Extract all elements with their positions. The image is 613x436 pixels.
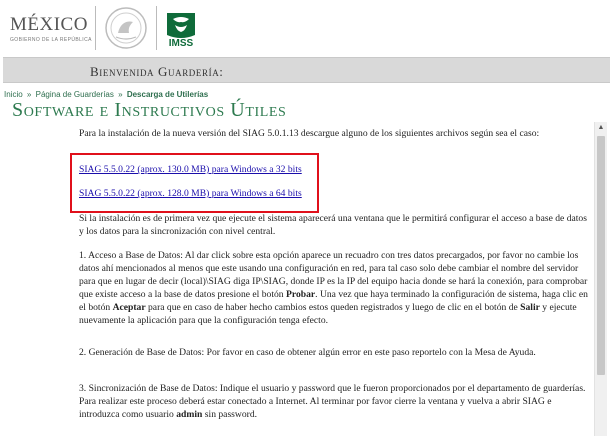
download-32bit-link[interactable]: SIAG 5.5.0.22 (aprox. 130.0 MB) para Windows a 32 bits xyxy=(79,164,302,175)
scrollbar-thumb[interactable] xyxy=(597,136,605,375)
database-sync-paragraph xyxy=(79,382,592,421)
aceptar-label: Aceptar xyxy=(112,302,146,313)
breadcrumb-home-link[interactable]: Inicio xyxy=(4,90,23,99)
paragraph-text: sin password. xyxy=(202,409,258,420)
paragraph-text: para que en caso de haber hecho cambios estos queden registrados y luego de clic en el botón de xyxy=(145,302,521,313)
salir-label: Salir xyxy=(520,302,540,313)
welcome-bar xyxy=(3,57,610,83)
header-divider xyxy=(156,6,157,50)
probar-label: Probar xyxy=(286,289,316,300)
national-seal-icon xyxy=(104,6,148,50)
database-generation-paragraph: 2. Generación de Base de Datos: Por favor en caso de obtener algún error en este paso reportelo con la Mesa de Ayuda. xyxy=(79,347,536,358)
paragraph-text: 3. Sincronización de Base de Datos: Indique el usuario y password que le fueron proporcionados por el departamento de guarderías. Para realizar este proceso deberá estar conectado a Internet. Al terminar por favor cierre la ventana y vuelva a abrir SIAG e introduzca como usuario xyxy=(79,383,586,420)
database-access-paragraph xyxy=(79,249,592,327)
site-header xyxy=(0,0,613,56)
imss-label: IMSS xyxy=(168,38,194,49)
breadcrumb-page-link[interactable]: Página de Guarderías xyxy=(35,90,114,99)
paragraph-text: . Una vez que haya terminado la configuración de sistema, haga clic en el botón xyxy=(79,289,588,313)
logo-subtitle: GOBIERNO DE LA REPÚBLICA xyxy=(10,37,92,43)
paragraph-text: 1. Acceso a Base de Datos: Al dar click sobre esta opción aparece un recuadro con tres datos precargados, por favor no cambie los datos ahí mencionados al menos que este usando una configuración en red, para tal caso solo debe cambiar el nombre del servidor para que en lugar de decir (local)\SIAG diga IP\SIAG, donde IP es la IP del equipo hacia donde se hará la conexión, para comprobar que existe acceso a la base de datos presione el botón xyxy=(79,250,588,300)
breadcrumb-current: Descarga de Utilerías xyxy=(126,90,209,99)
first-run-paragraph: Si la instalación es de primera vez que ejecute el sistema aparecerá una ventana que le permitirá configurar el acceso a base de datos y los datos para la sincronización con nivel central. xyxy=(79,213,587,237)
intro-paragraph: Para la instalación de la nueva versión del SIAG 5.0.1.13 descargue alguno de los siguientes archivos según sea el caso: xyxy=(79,128,540,139)
header-divider xyxy=(95,6,96,50)
welcome-text: Bienvenida Guardería: xyxy=(90,64,224,79)
breadcrumb xyxy=(4,90,208,99)
admin-label: admin xyxy=(176,409,203,420)
scroll-up-arrow-icon[interactable]: ▲ xyxy=(597,124,605,131)
logo-word: MÉXICO xyxy=(10,14,88,35)
breadcrumb-separator: » xyxy=(118,90,123,99)
page-title: Software e Instructivos Útiles xyxy=(12,99,287,121)
download-64bit-link[interactable]: SIAG 5.5.0.22 (aprox. 128.0 MB) para Windows a 64 bits xyxy=(79,188,302,199)
download-links-highlight xyxy=(70,153,319,213)
breadcrumb-separator: » xyxy=(26,90,32,99)
mexico-logo xyxy=(10,14,92,43)
paragraph-text: y ejecute nuevamente la aplicación para que la configuración tenga efecto. xyxy=(79,302,577,326)
vertical-scrollbar[interactable] xyxy=(594,122,607,436)
